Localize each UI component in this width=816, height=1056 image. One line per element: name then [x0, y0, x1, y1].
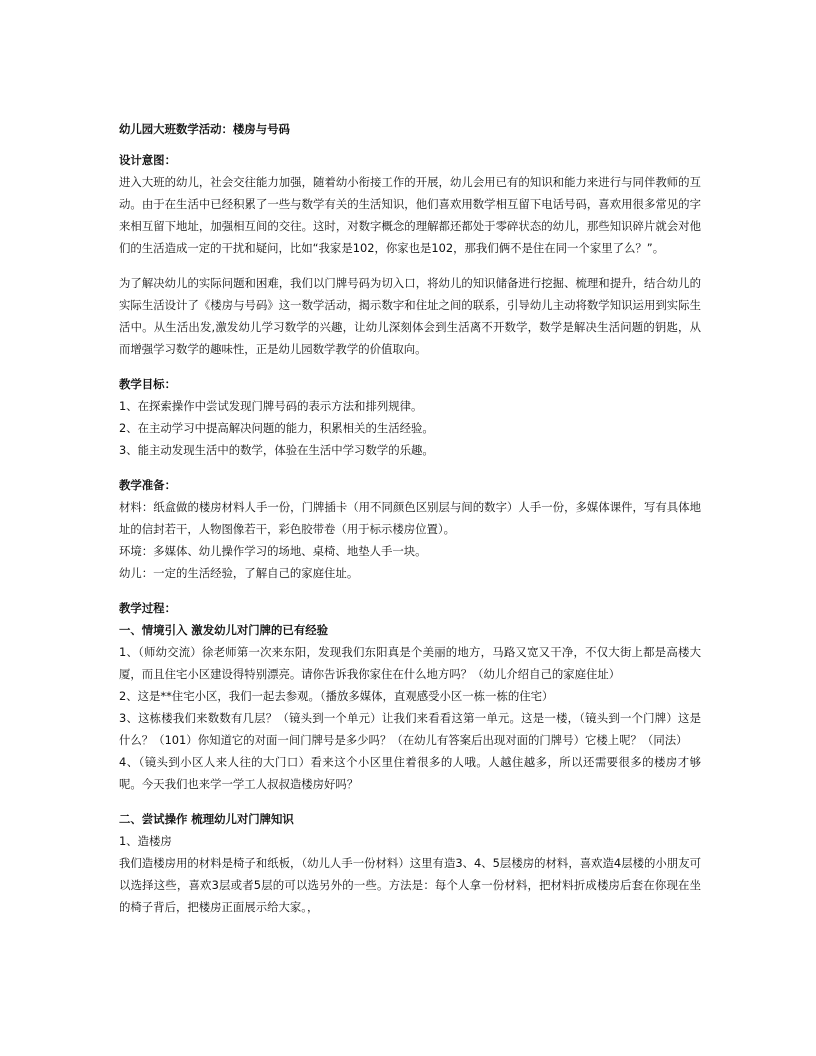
- process-section-1-heading: 一、情境引入 激发幼儿对门牌的已有经验: [119, 623, 328, 637]
- spacer: [119, 584, 701, 597]
- process-section-1-item-1: 1、（师幼交流）徐老师第一次来东阳，发现我们东阳真是个美丽的地方，马路又宽又干净，不仅大街上都是高楼大厦，而且住宅小区建设得特别漂亮。请你告诉我你家住在什么地方吗？（幼儿介绍自己的家庭住址）: [119, 645, 701, 681]
- process-section-2-heading: 二、尝试操作 梳理幼儿对门牌知识: [119, 812, 294, 826]
- process-section-1-item-2: 2、这是**住宅小区，我们一起去参观。（播放多媒体，直观感受小区一栋一栋的住宅）: [119, 689, 554, 703]
- process-section-2-paragraph: 我们造楼房用的材料是椅子和纸板，（幼儿人手一份材料）这里有造3、4、5层楼房的材料，喜欢造4层楼的小朋友可以选择这些，喜欢3层或者5层的可以选另外的一些。方法是：每个人拿一份材料，把材料折成楼房后套在你现在坐的椅子背后，把楼房正面展示给大家。，: [119, 856, 701, 914]
- prep-children: 幼儿：一定的生活经验，了解自己的家庭住址。: [119, 566, 359, 580]
- spacer: [119, 461, 701, 474]
- design-intent-paragraph-1: 进入大班的幼儿，社会交往能力加强，随着幼小衔接工作的开展，幼儿会用已有的知识和能力来进行与同伴教师的互动。由于在生活中已经积累了一些与数学有关的生活知识，他们喜欢用数学相互留下电话号码，喜欢用很多常见的字来相互留下地址，加强相互间的交往。这时，对数字概念的理解都还都处于零碎状态的幼儿，那些知识碎片就会对他们的生活造成一定的干扰和疑问，比如“我家是102，你家也是102，那我们俩不是住在同一个家里了么？”。: [119, 175, 701, 255]
- process-section-1-item-4: 4、（镜头到小区人来人往的大门口）看来这个小区里住着很多的人哦。人越住越多，所以还需要很多的楼房才够呢。今天我们也来学一学工人叔叔造楼房好吗？: [119, 755, 701, 791]
- document-title: 幼儿园大班数学活动：楼房与号码: [119, 122, 290, 136]
- process-section-1-item-3: 3、这栋楼我们来数数有几层？（镜头到一个单元）让我们来看看这第一单元。这是一楼，（镜头到一个门牌）这是什么？（101）你知道它的对面一间门牌号是多少吗？（在幼儿有答案后出现对面的门牌号）它楼上呢？（同法）: [119, 711, 701, 747]
- teaching-process-heading: 教学过程：: [119, 601, 176, 615]
- teaching-goal-item: 1、在探索操作中尝试发现门牌号码的表示方法和排列规律。: [119, 399, 423, 413]
- spacer: [119, 795, 701, 808]
- design-intent-heading: 设计意图：: [119, 153, 176, 167]
- document-page: [119, 118, 701, 918]
- prep-materials: 材料：纸盒做的楼房材料人手一份，门牌插卡（用不同颜色区别层与间的数字）人手一份，多媒体课件，写有具体地址的信封若干，人物图像若干，彩色胶带卷（用于标示楼房位置）。: [119, 500, 701, 536]
- prep-environment: 环境：多媒体、幼儿操作学习的场地、桌椅、地垫人手一块。: [119, 544, 427, 558]
- spacer: [119, 259, 701, 272]
- spacer: [119, 360, 701, 373]
- design-intent-paragraph-2: 为了解决幼儿的实际问题和困难，我们以门牌号码为切入口，将幼儿的知识储备进行挖掘、梳理和提升，结合幼儿的实际生活设计了《楼房与号码》这一数学活动，揭示数字和住址之间的联系，引导幼儿主动将数学知识运用到实际生活中。从生活出发,激发幼儿学习数学的兴趣，让幼儿深刻体会到生活离不开数学，数学是解决生活问题的钥匙，从而增强学习数学的趣味性，正是幼儿园数学教学的价值取向。: [119, 276, 701, 356]
- teaching-goals-heading: 教学目标：: [119, 377, 176, 391]
- teaching-prep-heading: 教学准备：: [119, 478, 176, 492]
- teaching-goal-item: 2、在主动学习中提高解决问题的能力，积累相关的生活经验。: [119, 421, 434, 435]
- teaching-goal-item: 3、能主动发现生活中的数学，体验在生活中学习数学的乐趣。: [119, 443, 434, 457]
- process-section-2-subheading: 1、造楼房: [119, 834, 172, 848]
